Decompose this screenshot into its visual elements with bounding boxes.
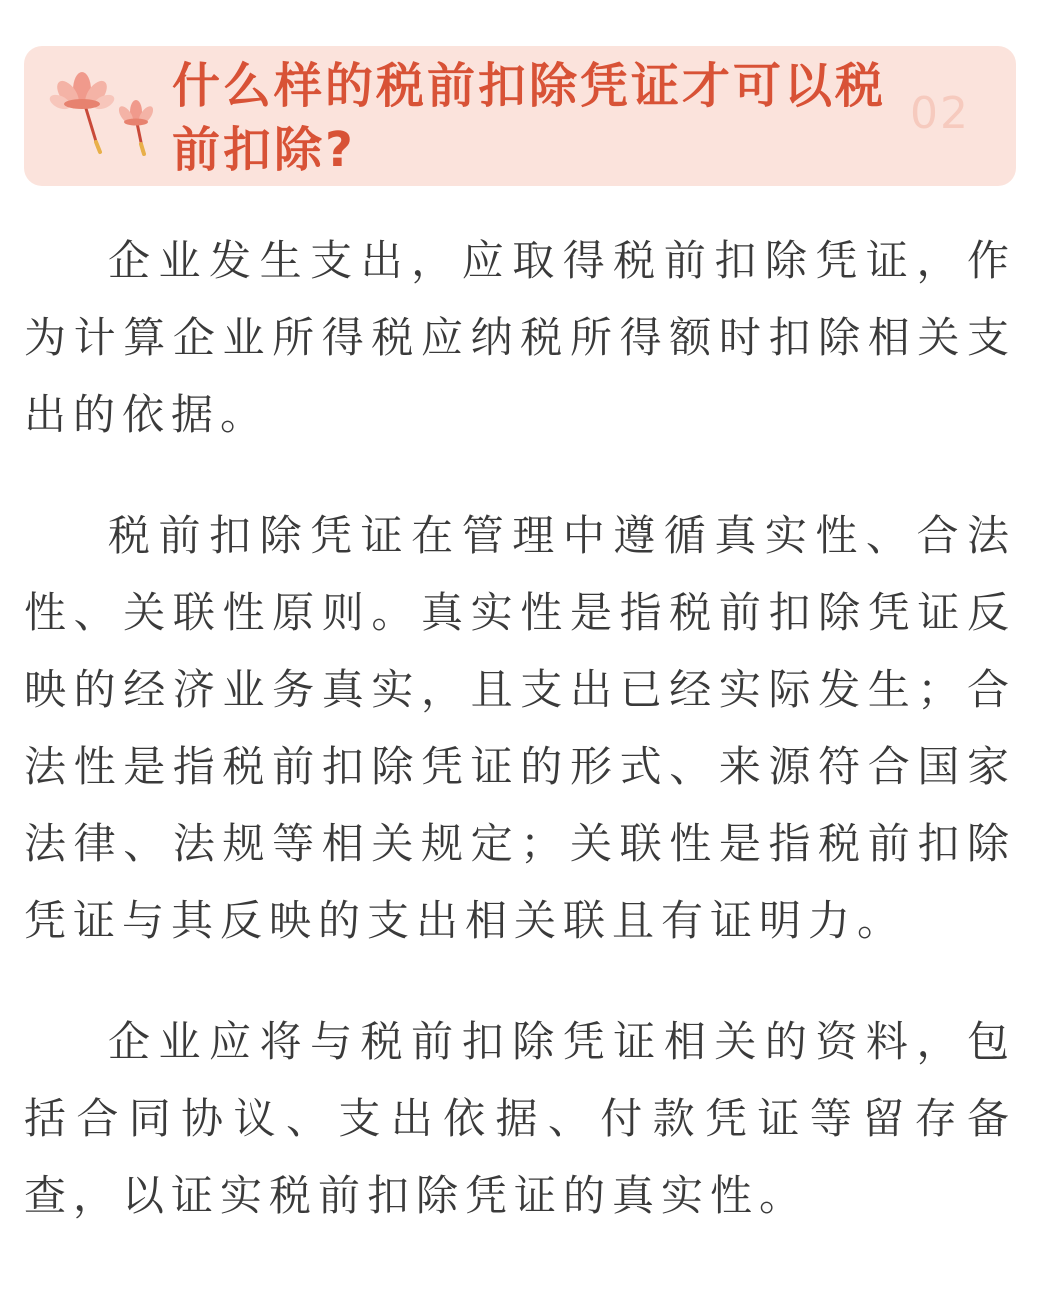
paragraph: 企业发生支出，应取得税前扣除凭证，作为计算企业所得税应纳税所得额时扣除相关支出的依据。 — [24, 236, 1016, 439]
section-header — [24, 46, 1016, 186]
section-title: 什么样的税前扣除凭证才可以税前扣除? — [172, 58, 887, 178]
paragraph: 企业应将与税前扣除凭证相关的资料，包括合同协议、支出依据、付款凭证等留存备查，以证实税前扣除凭证的真实性。 — [24, 1017, 1016, 1220]
paragraph: 税前扣除凭证在管理中遵循真实性、合法性、关联性原则。真实性是指税前扣除凭证反映的经济业务真实，且支出已经实际发生；合法性是指税前扣除凭证的形式、来源符合国家法律、法规等相关规定；关联性是指税前扣除凭证与其反映的支出相关联且有证明力。 — [24, 511, 1016, 945]
article-body — [24, 222, 1016, 1278]
lotus-flowers-icon — [46, 52, 176, 156]
section-number: 02 — [910, 88, 970, 139]
